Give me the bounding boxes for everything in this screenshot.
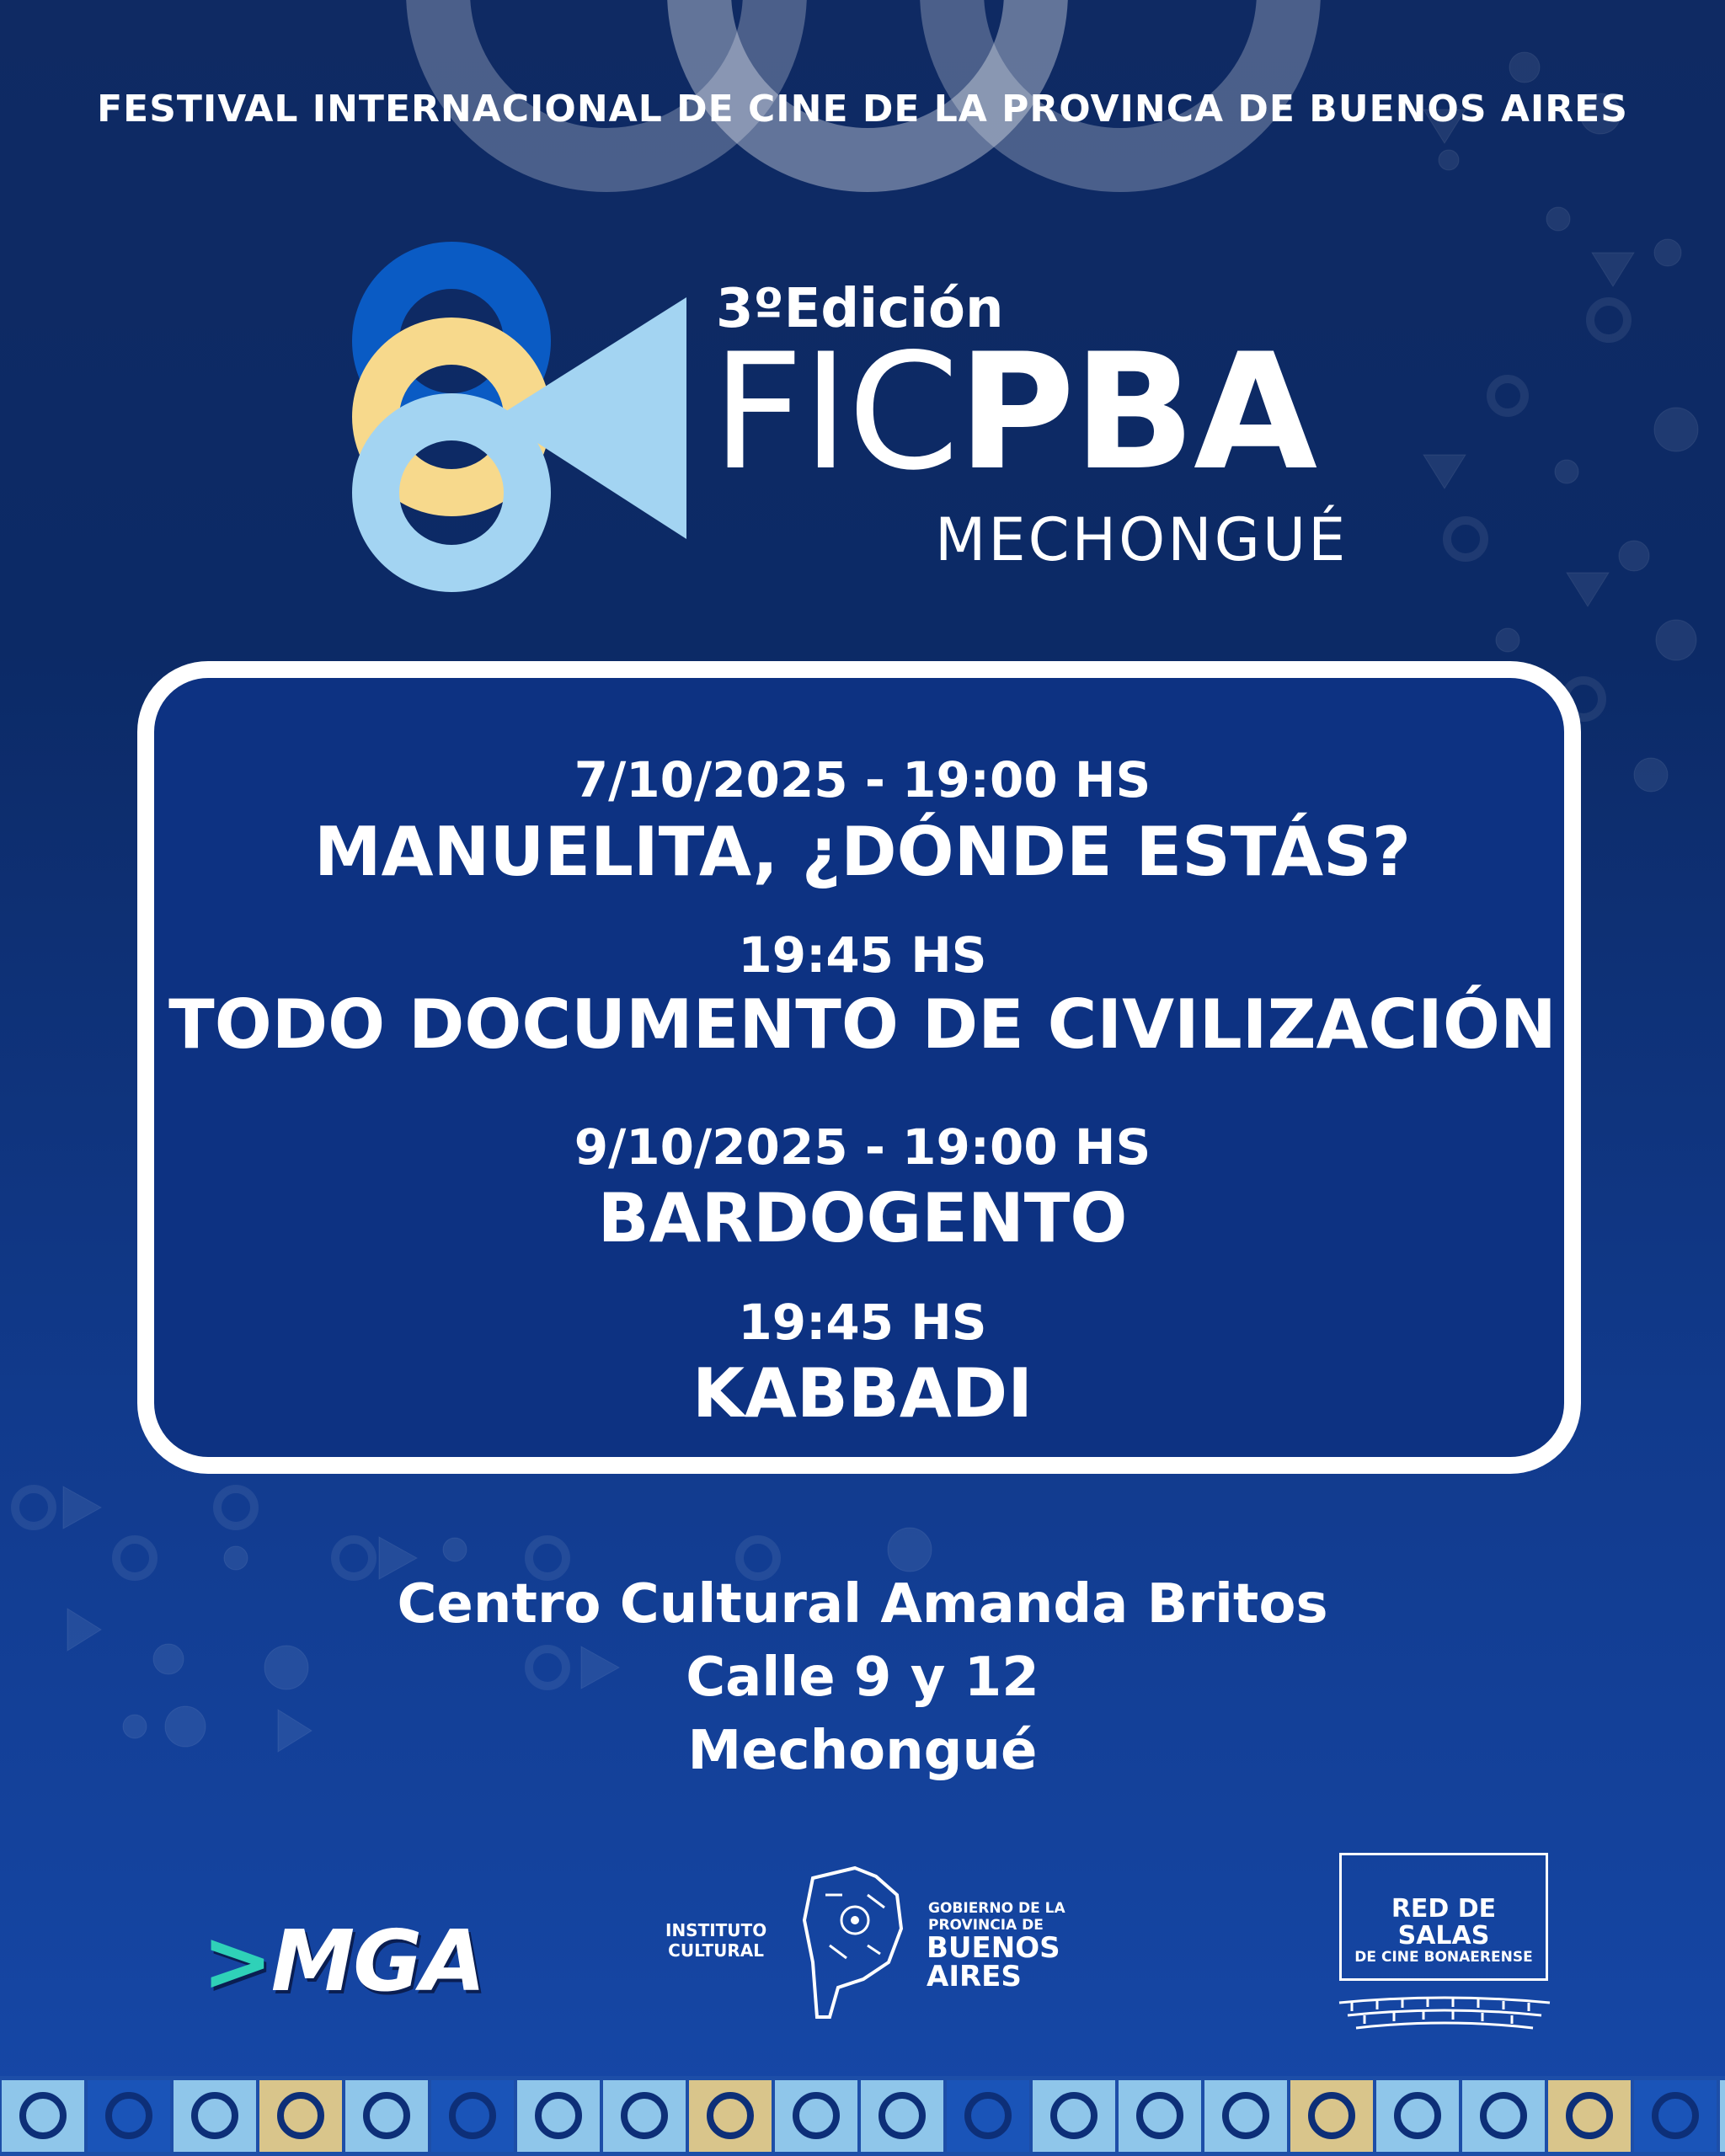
film-title: MANUELITA, ¿DÓNDE ESTÁS? (313, 813, 1412, 891)
projector-icon (1462, 2080, 1545, 2152)
gobierno-line: GOBIERNO DE LA (928, 1900, 1065, 1917)
venue-address: Calle 9 y 12 (686, 1646, 1039, 1709)
film-title: TODO DOCUMENTO DE CIVILIZACIÓN (168, 985, 1557, 1064)
lens-icon (1548, 2080, 1631, 2152)
film-reel-icon (431, 2080, 514, 2152)
screening-time: 7/10/2025 - 19:00 HS (574, 751, 1151, 808)
red-de-salas-logo (1339, 1853, 1548, 1981)
projector-icon (775, 2080, 857, 2152)
screening-time: 19:45 HS (738, 1294, 987, 1351)
laurel-icon (1204, 2080, 1287, 2152)
buenos-aires-line: BUENOS (927, 1931, 1060, 1965)
edition-label: 3ºEdición (716, 278, 1004, 340)
camera-icon (2, 2080, 84, 2152)
instituto-line: CULTURAL (668, 1940, 765, 1961)
screening-time: 9/10/2025 - 19:00 HS (574, 1118, 1151, 1176)
clapperboard-icon (1720, 2080, 1725, 2152)
laurel-icon (517, 2080, 600, 2152)
lens-icon (174, 2080, 256, 2152)
buenos-aires-label (927, 1931, 1060, 1993)
mga-logo (202, 1912, 484, 2010)
ficpba-bold: PBA (958, 319, 1316, 505)
mga-text: MGA (270, 1912, 484, 2010)
instituto-cultural-label (665, 1920, 766, 1961)
icon-filmstrip (0, 2076, 1725, 2156)
ficpba-light: FIC (712, 319, 958, 505)
cinema-seats-icon (1335, 1994, 1554, 2036)
mga-chevron-icon: > (202, 1912, 271, 2010)
venue-name: Centro Cultural Amanda Britos (397, 1573, 1328, 1636)
instituto-line: INSTITUTO (665, 1920, 767, 1940)
gobierno-label (928, 1900, 1065, 1934)
clapperboard-icon (1033, 2080, 1115, 2152)
red-de-salas-subtitle: DE CINE BONAERENSE (1354, 1949, 1533, 1966)
gobierno-line: PROVINCIA DE (928, 1917, 1044, 1934)
screening-time: 19:45 HS (738, 926, 987, 984)
venue-town: Mechongué (687, 1720, 1038, 1782)
ficpba-wordmark (712, 319, 1316, 505)
film-title: KABBADI (692, 1354, 1033, 1433)
red-de-salas-title: RED DE SALAS (1391, 1894, 1497, 1951)
clapperboard-icon (345, 2080, 428, 2152)
film-reel-icon (1119, 2080, 1201, 2152)
province-map-icon (796, 1861, 910, 2021)
ficpba-logo-icon (345, 240, 699, 594)
logo-town: MECHONGUÉ (935, 505, 1348, 574)
filmstrip-icon (603, 2080, 686, 2152)
camera-icon (689, 2080, 772, 2152)
camera-icon (1376, 2080, 1459, 2152)
gear-icon (947, 2080, 1029, 2152)
gear-icon (1634, 2080, 1717, 2152)
festival-title: FESTIVAL INTERNACIONAL DE CINE DE LA PROVINCA DE BUENOS AIRES (97, 88, 1628, 131)
lens-icon (861, 2080, 943, 2152)
gear-icon (259, 2080, 342, 2152)
film-title: BARDOGENTO (597, 1179, 1128, 1257)
filmstrip-icon (1290, 2080, 1373, 2152)
projector-icon (88, 2080, 170, 2152)
buenos-aires-line: AIRES (927, 1960, 1022, 1993)
